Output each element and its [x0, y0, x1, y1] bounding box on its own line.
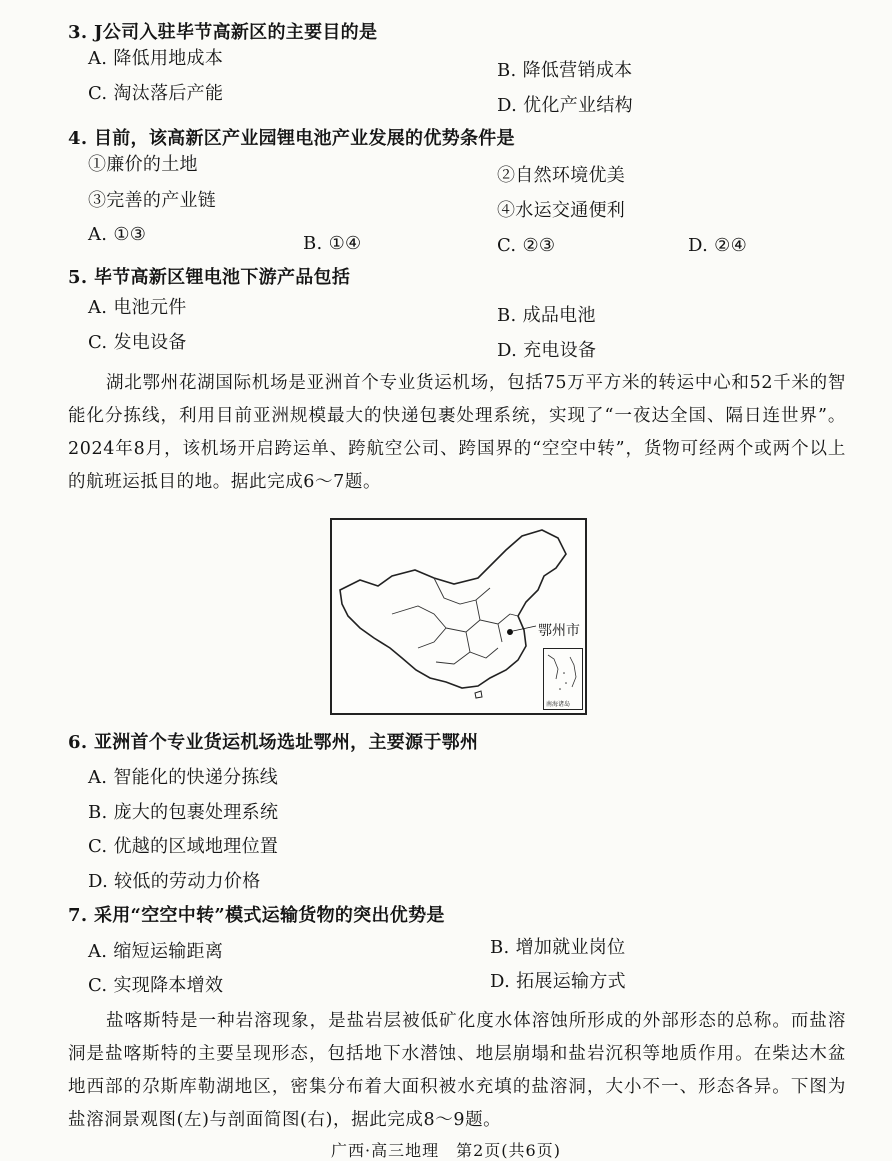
ezhou-marker [507, 629, 513, 635]
q3-option-a: A. 降低用地成本 [88, 48, 224, 69]
inset-label: 南海诸岛 [546, 701, 571, 708]
q3-option-b: B. 降低营销成本 [497, 60, 633, 81]
question-5-stem: 5. 毕节高新区锂电池下游产品包括 [68, 267, 351, 288]
question-6-stem: 6. 亚洲首个专业货运机场选址鄂州，主要源于鄂州 [68, 732, 479, 753]
q6-option-d: D. 较低的劳动力价格 [88, 871, 261, 892]
q3-option-c: C. 淘汰落后产能 [88, 83, 224, 104]
question-3-stem: 3. J公司入驻毕节高新区的主要目的是 [68, 22, 378, 43]
south-china-sea-inset [543, 648, 583, 710]
q7-option-b: B. 增加就业岗位 [490, 937, 626, 958]
passage-ezhou-airport: 湖北鄂州花湖国际机场是亚洲首个专业货运机场，包括75万平方米的转运中心和52千米的智能化分拣线，利用目前亚洲规模最大的快递包裹处理系统，实现了“一夜达全国、隔日连世界”。2024年8月，该机场开启跨运单、跨航空公司、跨国界的“空空中转”，货物可经两个或两个以上的航班运抵目的地。据此完成6～7题。 [68, 373, 846, 492]
q6-option-b: B. 庞大的包裹处理系统 [88, 802, 279, 823]
q4-option-a: A. ①③ [88, 224, 147, 245]
passage-salt-karst: 盐喀斯特是一种岩溶现象，是盐岩层被低矿化度水体溶蚀所形成的外部形态的总称。而盐溶洞是盐喀斯特的主要呈现形态，包括地下水潜蚀、地层崩塌和盐岩沉积等地质作用。在柴达木盆地西部的尕斯库勒湖地区，密集分布着大面积被水充填的盐溶洞，大小不一、形态各异。下图为盐溶洞景观图(左)与剖面简图(右)，据此完成8～9题。 [68, 1011, 846, 1130]
q4-option-d: D. ②④ [688, 235, 748, 256]
q6-option-c: C. 优越的区域地理位置 [88, 836, 279, 857]
q7-option-d: D. 拓展运输方式 [490, 971, 626, 992]
q4-item-4: ④水运交通便利 [497, 200, 626, 221]
q4-item-2: ②自然环境优美 [497, 165, 626, 186]
map-city-label: 鄂州市 [538, 623, 580, 639]
page-footer: 广西·高三地理 第2页(共6页) [331, 1141, 561, 1160]
q5-option-c: C. 发电设备 [88, 332, 187, 353]
q6-option-a: A. 智能化的快递分拣线 [88, 767, 279, 788]
q7-option-a: A. 缩短运输距离 [88, 941, 224, 962]
q5-option-b: B. 成品电池 [497, 305, 596, 326]
q3-option-d: D. 优化产业结构 [497, 95, 633, 116]
q4-option-b: B. ①④ [303, 233, 362, 254]
q5-option-d: D. 充电设备 [497, 340, 597, 361]
q4-item-1: ①廉价的土地 [88, 154, 198, 175]
q4-option-c: C. ②③ [497, 235, 556, 256]
question-4-stem: 4. 目前，该高新区产业园锂电池产业发展的优势条件是 [68, 128, 515, 149]
q4-item-3: ③完善的产业链 [88, 190, 217, 211]
question-7-stem: 7. 采用“空空中转”模式运输货物的突出优势是 [68, 905, 445, 926]
q7-option-c: C. 实现降本增效 [88, 975, 224, 996]
q5-option-a: A. 电池元件 [88, 297, 187, 318]
